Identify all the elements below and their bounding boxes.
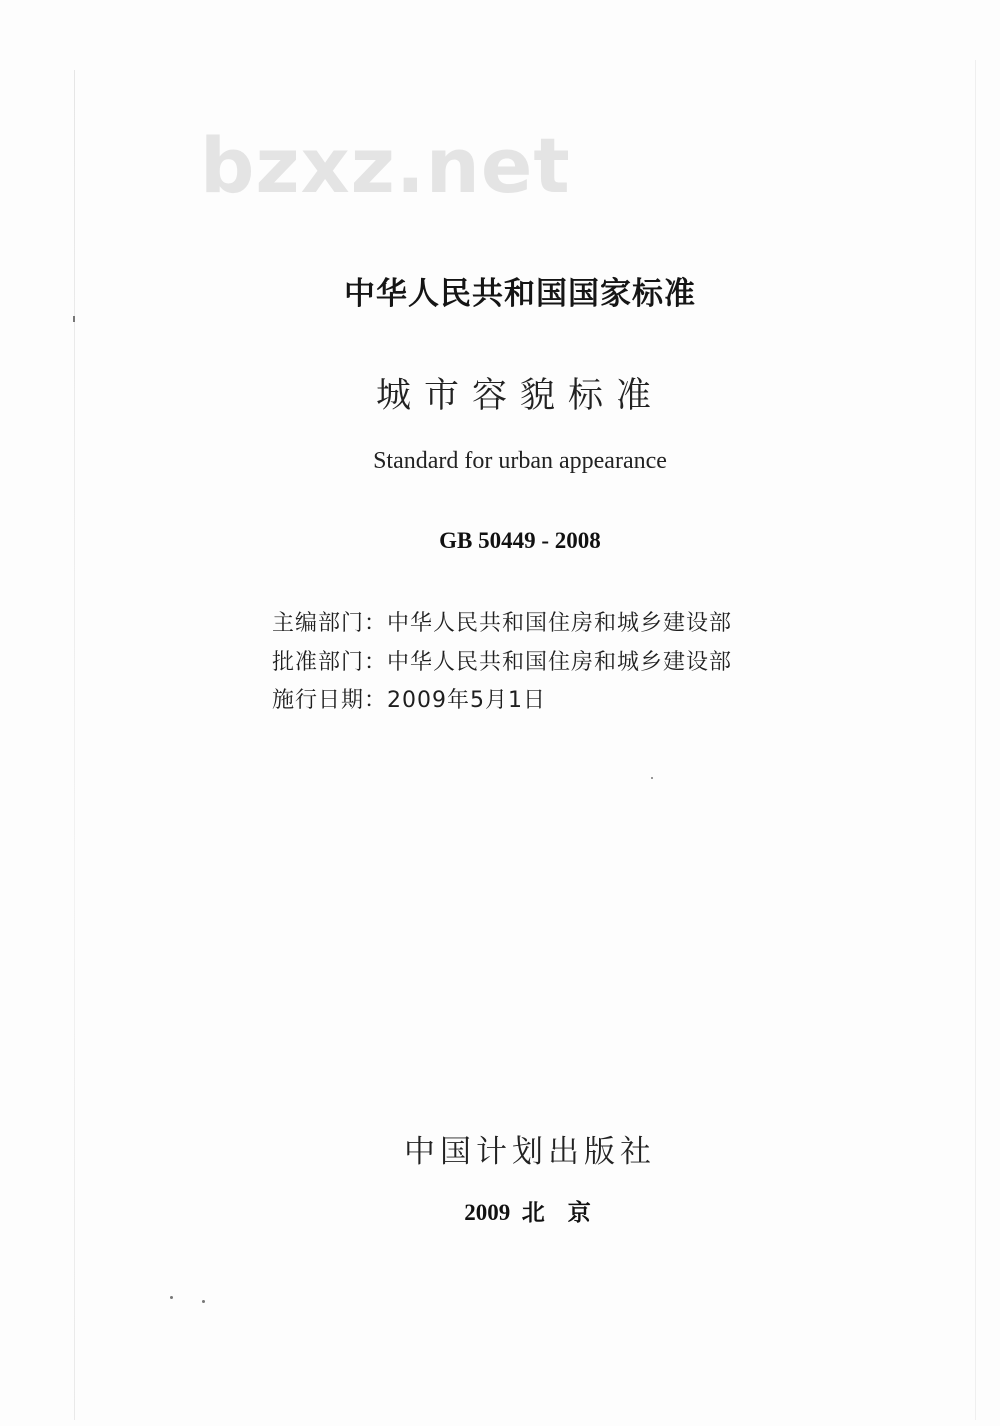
approver-value: 中华人民共和国住房和城乡建设部	[387, 650, 733, 675]
editor-row	[272, 606, 732, 637]
scan-speck	[202, 1300, 205, 1303]
approver-label: 批准部门：	[272, 650, 388, 675]
editor-value: 中华人民共和国住房和城乡建设部	[387, 611, 733, 636]
scan-speck	[73, 316, 75, 322]
effective-date-row	[272, 683, 546, 714]
scan-speck	[651, 777, 653, 779]
publication-year-city: 2009 北 京	[464, 1200, 591, 1225]
editor-label: 主编部门：	[272, 611, 388, 636]
title-chinese: 城市容貌标准	[375, 376, 664, 416]
effective-date-label: 施行日期：	[272, 688, 388, 713]
watermark: bzxz.net	[200, 121, 571, 210]
scan-speck	[170, 1296, 173, 1299]
national-standard-heading: 中华人民共和国国家标准	[344, 276, 696, 312]
approver-row	[272, 645, 732, 676]
effective-date-value: 2009年5月1日	[387, 688, 546, 713]
title-english: Standard for urban appearance	[373, 448, 667, 474]
standard-code: GB 50449 - 2008	[439, 528, 601, 553]
publisher-name: 中国计划出版社	[404, 1134, 656, 1170]
